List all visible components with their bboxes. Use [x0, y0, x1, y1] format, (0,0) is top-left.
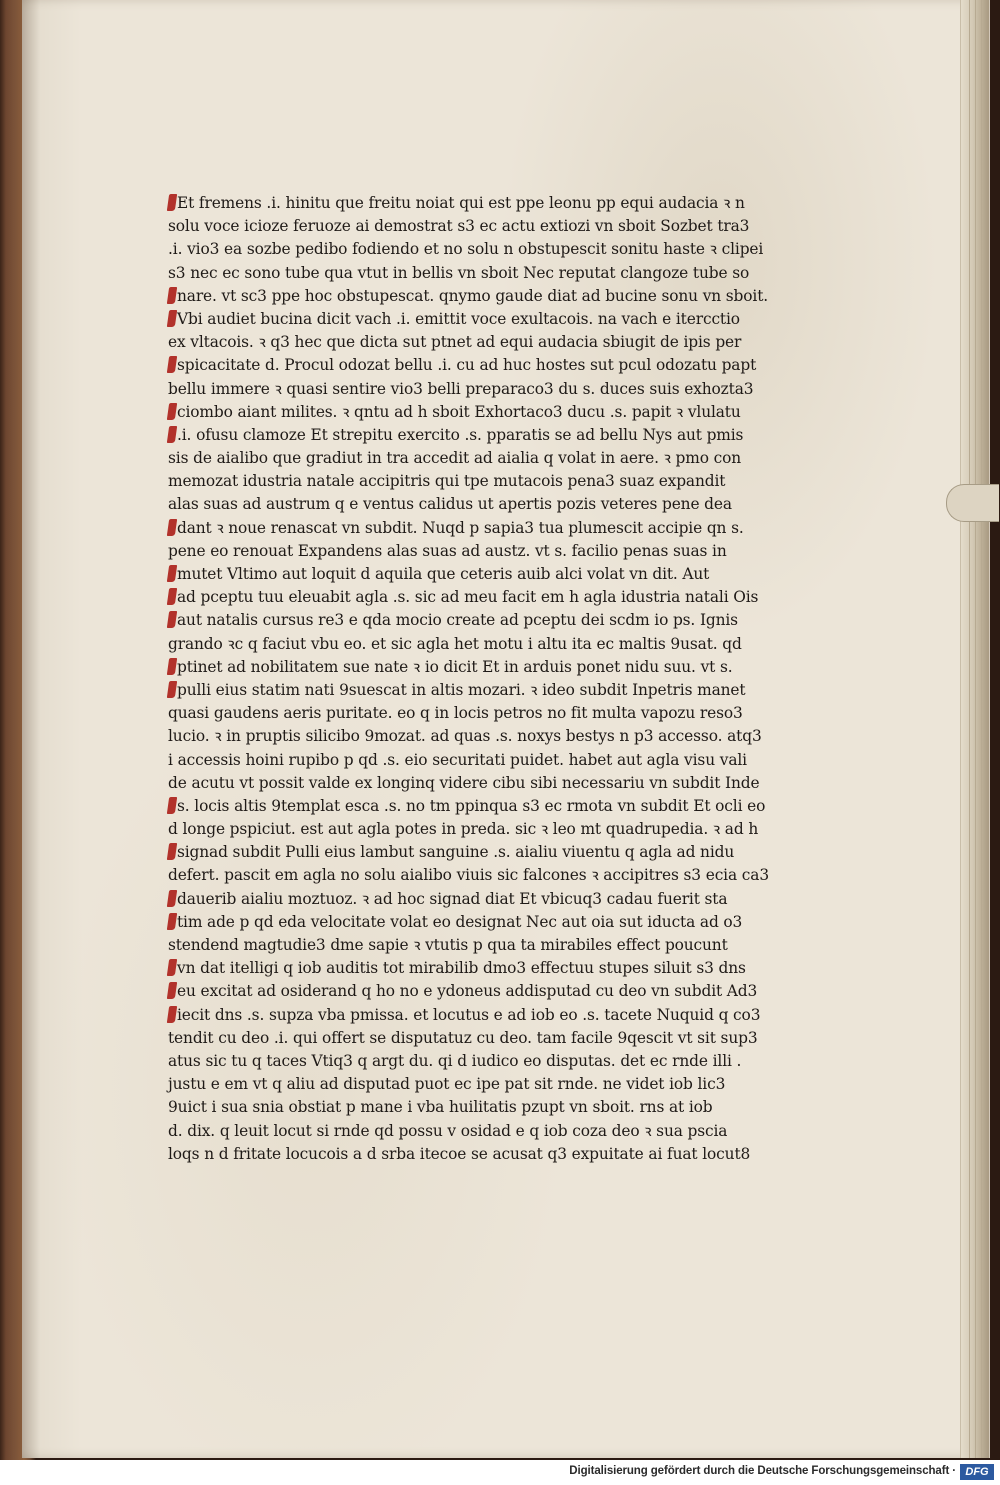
text-line-content: d longe pspiciut. est aut agla potes in preda. sic ꝛ leo mt quadrupedia. ꝛ ad h [168, 820, 759, 839]
text-line-content: eu excitat ad osiderand q ho no e ydoneus addisputad cu deo vn subdit Ad3 [177, 982, 758, 1001]
text-line [168, 493, 798, 516]
text-line [168, 447, 798, 470]
text-line-content: atus sic tu q taces Vtiq3 q argt du. qi d iudico eo disputas. det ec rnde illi . [168, 1051, 742, 1070]
text-line-content: pene eo renouat Expandens alas suas ad austz. vt s. facilio penas suas in [168, 541, 727, 560]
rubric-mark [167, 913, 177, 930]
text-line-content: solu voce icioze feruoze ai demostrat s3 ec actu extiozi vn sboit Sozbet tra3 [168, 217, 750, 236]
text-line [168, 1120, 798, 1143]
text-line-content: spicacitate d. Procul odozat bellu .i. cu ad huc hostes sut pcul odozatu papt [177, 356, 757, 375]
text-line [168, 563, 798, 586]
text-line [168, 238, 798, 261]
rubric-mark [167, 588, 177, 605]
text-line-content: quasi gaudens aeris puritate. eo q in locis petros no fit multa vapozu reso3 [168, 704, 743, 723]
text-line-content: lucio. ꝛ in pruptis silicibo 9mozat. ad quas .s. noxys bestys n p3 accesso. atq3 [168, 727, 762, 746]
rubric-mark [167, 959, 177, 976]
text-line [168, 609, 798, 632]
text-line-content: s. locis altis 9templat esca .s. no tm ppinqua s3 ec rmota vn subdit Et ocli eo [177, 796, 766, 815]
text-line [168, 1096, 798, 1119]
text-line [168, 911, 798, 934]
rubric-mark [167, 890, 177, 907]
text-line-content: de acutu vt possit valde ex longinq videre cibu sibi necessariu vn subdit Inde [168, 773, 760, 792]
text-line [168, 656, 798, 679]
text-line [168, 470, 798, 493]
rubric-mark [167, 519, 177, 536]
text-line [168, 725, 798, 748]
text-line-content: alas suas ad austrum q e ventus calidus ut apertis pozis veteres pene dea [168, 495, 732, 514]
text-line [168, 957, 798, 980]
rubric-mark [167, 982, 177, 999]
text-line-content: loqs n d fritate locucois a d srba itecoe se acusat q3 expuitate ai fuat locut8 [168, 1144, 751, 1163]
text-line-content: iecit dns .s. supza vba pmissa. et locutus e ad iob eo .s. tacete Nuquid q co3 [177, 1005, 761, 1024]
page-edge-line [975, 0, 976, 1458]
text-line-content: pulli eius statim nati 9suescat in altis mozari. ꝛ ideo subdit Inpetris manet [177, 680, 746, 699]
manuscript-page [22, 0, 990, 1458]
text-line [168, 215, 798, 238]
text-line [168, 401, 798, 424]
page-edge [960, 0, 989, 1458]
text-line-content: .i. ofusu clamoze Et strepitu exercito .s. pparatis se ad bellu Nys aut pmis [177, 425, 744, 444]
text-line [168, 1050, 798, 1073]
rubric-mark [167, 287, 177, 304]
text-line-content: s3 nec ec sono tube qua vtut in bellis vn sboit Nec reputat clangoze tube so [168, 263, 750, 282]
text-line-content: stendend magtudie3 dme sapie ꝛ vtutis p qua ta mirabiles effect poucunt [168, 936, 728, 954]
text-line [168, 702, 798, 725]
text-line-content: ad pceptu tuu eleuabit agla .s. sic ad meu facit em h agla idustria natali Ois [177, 588, 759, 607]
text-line [168, 795, 798, 818]
text-line-content: dant ꝛ noue renascat vn subdit. Nuqd p sapia3 tua plumescit accipie qn s. [177, 518, 744, 537]
text-line-content: ciombo aiant milites. ꝛ qntu ad h sboit Exhortaco3 ducu .s. papit ꝛ vlulatu [177, 402, 741, 421]
rubric-mark [167, 681, 177, 698]
text-line-content: d. dix. q leuit locut si rnde qd possu v osidad e q iob coza deo ꝛ sua pscia [168, 1121, 728, 1140]
text-line-content: grando ꝛc q faciut vbu eo. et sic agla het motu i altu ita ec maltis 9usat. qd [168, 634, 742, 653]
text-line [168, 285, 798, 308]
rubric-mark [167, 565, 177, 582]
text-line-content: nare. vt sc3 ppe hoc obstupescat. qnymo gaude diat ad bucine sonu vn sboit. [177, 286, 769, 305]
text-line [168, 749, 798, 772]
page-tab-marker [946, 484, 999, 522]
rubric-mark [167, 658, 177, 675]
text-line-content: 9uict i sua snia obstiat p mane i vba huilitatis pzupt vn sboit. rns at iob [168, 1098, 713, 1117]
text-line-content: dauerib aialiu moztuoz. ꝛ ad hoc signad diat Et vbicuq3 cadau fuerit sta [177, 889, 728, 908]
text-line-content: tendit cu deo .i. qui offert se disputatuz cu deo. tam facile 9qescit vt sit sup3 [168, 1028, 758, 1047]
text-line [168, 679, 798, 702]
text-line-content: i accessis hoini rupibo p qd .s. eio securitati puidet. habet aut agla visu vali [168, 750, 747, 769]
text-line [168, 1004, 798, 1027]
text-line-content: sis de aialibo que gradiut in tra accedit ad aialia q volat in aere. ꝛ pmo con [168, 449, 742, 468]
text-line [168, 818, 798, 841]
text-line-content: .i. vio3 ea sozbe pedibo fodiendo et no solu n obstupescit sonitu haste ꝛ clipei [168, 240, 764, 259]
text-line-content: aut natalis cursus re3 e qda mocio create ad pceptu dei scdm io ps. Ignis [177, 611, 738, 630]
footer-credit: Digitalisierung gefördert durch die Deutsche Forschungsgemeinschaft · [569, 1465, 956, 1477]
text-line [168, 1073, 798, 1096]
text-line-content: vn dat itelligi q iob auditis tot mirabilib dmo3 effectuu stupes siluit s3 dns [177, 959, 746, 978]
dfg-logo: DFG [960, 1464, 994, 1480]
text-line-content: ptinet ad nobilitatem sue nate ꝛ io dicit Et in arduis ponet nidu suu. vt s. [177, 657, 733, 676]
rubric-mark [167, 356, 177, 373]
rubric-mark [167, 310, 177, 327]
text-line [168, 354, 798, 377]
rubric-mark [167, 403, 177, 420]
text-line [168, 633, 798, 656]
text-line [168, 331, 798, 354]
text-line [168, 1143, 798, 1166]
text-line-content: mutet Vltimo aut loquit d aquila que ceteris auib alci volat vn dit. Aut [177, 565, 710, 583]
page-edge-line [969, 0, 970, 1458]
text-line [168, 888, 798, 911]
page-edge-line [981, 0, 982, 1458]
text-line [168, 378, 798, 401]
rubric-mark [167, 611, 177, 628]
text-line [168, 841, 798, 864]
text-line-content: signad subdit Pulli eius lambut sanguine .s. aialiu viuentu q agla ad nidu [177, 843, 735, 862]
rubric-mark [167, 843, 177, 860]
text-line [168, 192, 798, 215]
text-line [168, 980, 798, 1003]
text-line-content: tim ade p qd eda velocitate volat eo designat Nec aut oia sut iducta ad o3 [177, 912, 743, 931]
text-line [168, 1027, 798, 1050]
text-line [168, 934, 798, 957]
text-line [168, 586, 798, 609]
text-line [168, 424, 798, 447]
text-line-content: Vbi audiet bucina dicit vach .i. emittit voce exultacois. na vach e itercctio [177, 309, 740, 328]
text-line-content: bellu immere ꝛ quasi sentire vio3 belli preparaco3 du s. duces suis exhozta3 [168, 379, 754, 398]
text-line-content: ex vltacois. ꝛ q3 hec que dicta sut ptnet ad equi audacia sbiugit de ipis per [168, 333, 742, 352]
rubric-mark [167, 797, 177, 814]
text-block [168, 192, 798, 1166]
text-line [168, 308, 798, 331]
text-line [168, 517, 798, 540]
text-line [168, 772, 798, 795]
footer-bar [0, 1460, 1000, 1485]
text-line [168, 540, 798, 563]
text-line [168, 262, 798, 285]
rubric-mark [167, 1006, 177, 1023]
text-line-content: Et fremens .i. hinitu que freitu noiat qui est ppe leonu pp equi audacia ꝛ n [177, 194, 745, 212]
text-line-content: justu e em vt q aliu ad disputad puot ec ipe pat sit rnde. ne videt iob lic3 [168, 1075, 726, 1094]
text-line-content: memozat idustria natale accipitris qui tpe mutacois pena3 suaz expandit [168, 472, 726, 491]
rubric-mark [167, 426, 177, 443]
text-line-content: defert. pascit em agla no solu aialibo viuis sic falcones ꝛ accipitres s3 ecia ca3 [168, 866, 770, 885]
text-line [168, 864, 798, 887]
rubric-mark [167, 194, 177, 211]
